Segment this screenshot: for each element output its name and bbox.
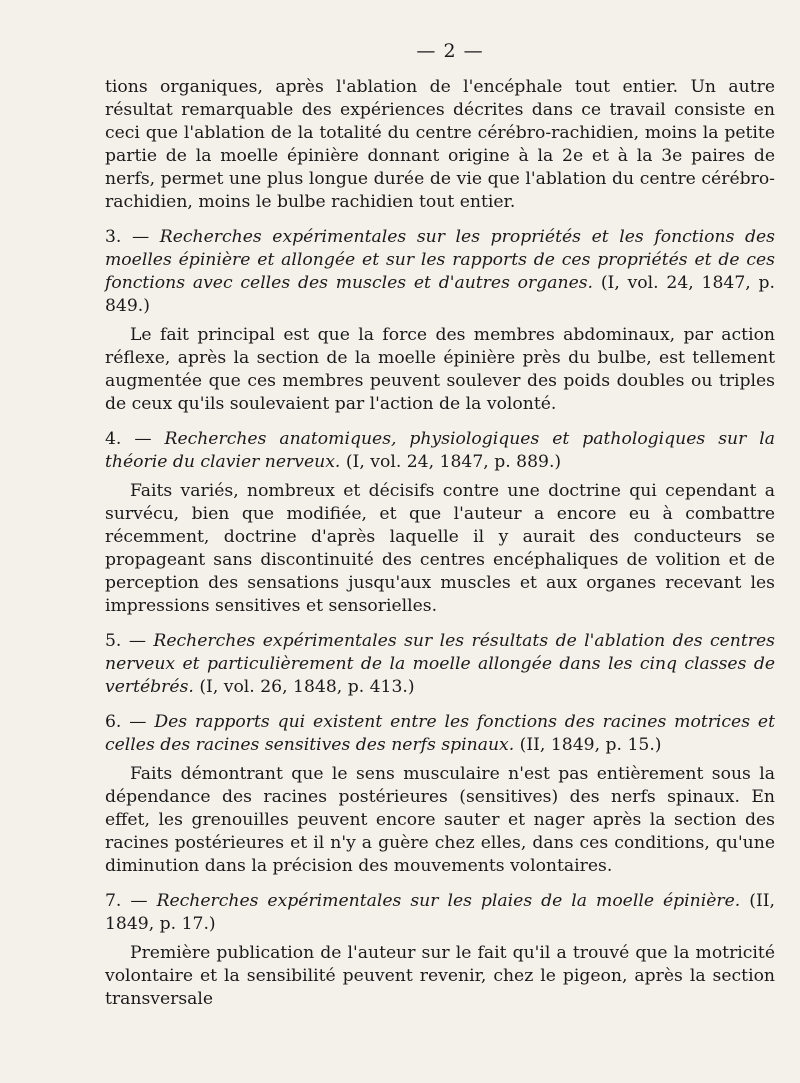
entry-body: Faits démontrant que le sens musculaire n'est pas entièrement sous la dépendance des racines postérieures (sensitives) des nerfs spinaux. En effet, les grenouilles peuvent encore sauter et nager après la section des racines postérieures et il n'y a guère chez elles, dans ces conditions, qu'une diminution dans la précision des mouvements volontaires. (105, 764, 775, 876)
entry-body: Première publication de l'auteur sur le fait qu'il a trouvé que la motricité volontaire et la sensibilité peuvent revenir, chez le pigeon, après la section transversale (105, 943, 775, 1009)
entry-title: Recherches expérimentales sur les résultats de l'ablation des centres nerveux et particulièrement de la moelle allongée dans les cinq classes de vertébrés. (105, 631, 775, 697)
entry-number: 4. — (105, 429, 165, 449)
entry-5 (105, 630, 775, 699)
entry-heading (105, 890, 775, 936)
entry-3 (105, 226, 775, 416)
entry-number: 5. — (105, 631, 154, 651)
entry-reference: (I, vol. 24, 1847, p. 849.) (105, 273, 775, 316)
entry-body: Faits variés, nombreux et décisifs contre une doctrine qui cependant a survécu, bien que modifiée, et que l'auteur a encore eu à combattre récemment, doctrine d'après laquelle il y aurait des conducteurs se propageant sans discontinuité des centres encéphaliques de volition et de perception des sensations jusqu'aux muscles et aux organes recevant les impressions sensitives et sensorielles. (105, 481, 775, 616)
intro-paragraph: tions organiques, après l'ablation de l'encéphale tout entier. Un autre résultat remarquable des expériences décrites dans ce travail consiste en ceci que l'ablation de la totalité du centre cérébro-rachidien, moins la petite partie de la moelle épinière donnant origine à la 2e et à la 3e paires de nerfs, permet une plus longue durée de vie que l'ablation du centre cérébro-rachidien, moins le bulbe rachidien tout entier. (105, 77, 775, 212)
entry-heading (105, 226, 775, 318)
entry-title: Recherches expérimentales sur les plaies de la moelle épinière. (156, 891, 741, 911)
entry-title: Recherches anatomiques, physiologiques et pathologiques sur la théorie du clavier nerveux. (105, 429, 775, 472)
page-number: — 2 — (416, 40, 484, 62)
entry-reference: (I, vol. 26, 1848, p. 413.) (193, 677, 415, 697)
entry-reference: (II, 1849, p. 17.) (105, 891, 775, 934)
entry-heading (105, 428, 775, 474)
entry-number: 7. — (105, 891, 157, 911)
entry-7 (105, 890, 775, 1011)
entry-title: Des rapports qui existent entre les fonctions des racines motrices et celles des racines sensitives des nerfs spinaux. (105, 712, 775, 755)
entry-number: 6. — (105, 712, 155, 732)
entry-number: 3. — (105, 227, 160, 247)
entry-reference: (II, 1849, p. 15.) (514, 735, 662, 755)
entry-4 (105, 428, 775, 618)
entry-title: Recherches expérimentales sur les propriétés et les fonctions des moelles épinière et allongée et sur les rapports de ces propriétés et de ces fonctions avec celles des muscles et d'autres organes. (105, 227, 775, 293)
entry-6 (105, 711, 775, 878)
entry-heading (105, 630, 775, 699)
entry-heading (105, 711, 775, 757)
entry-body: Le fait principal est que la force des membres abdominaux, par action réflexe, après la section de la moelle épinière près du bulbe, est tellement augmentée que ces membres peuvent soulever des poids doubles ou triples de ceux qu'ils soulevaient par l'action de la volonté. (105, 325, 775, 414)
entry-reference: (I, vol. 24, 1847, p. 889.) (340, 452, 562, 472)
